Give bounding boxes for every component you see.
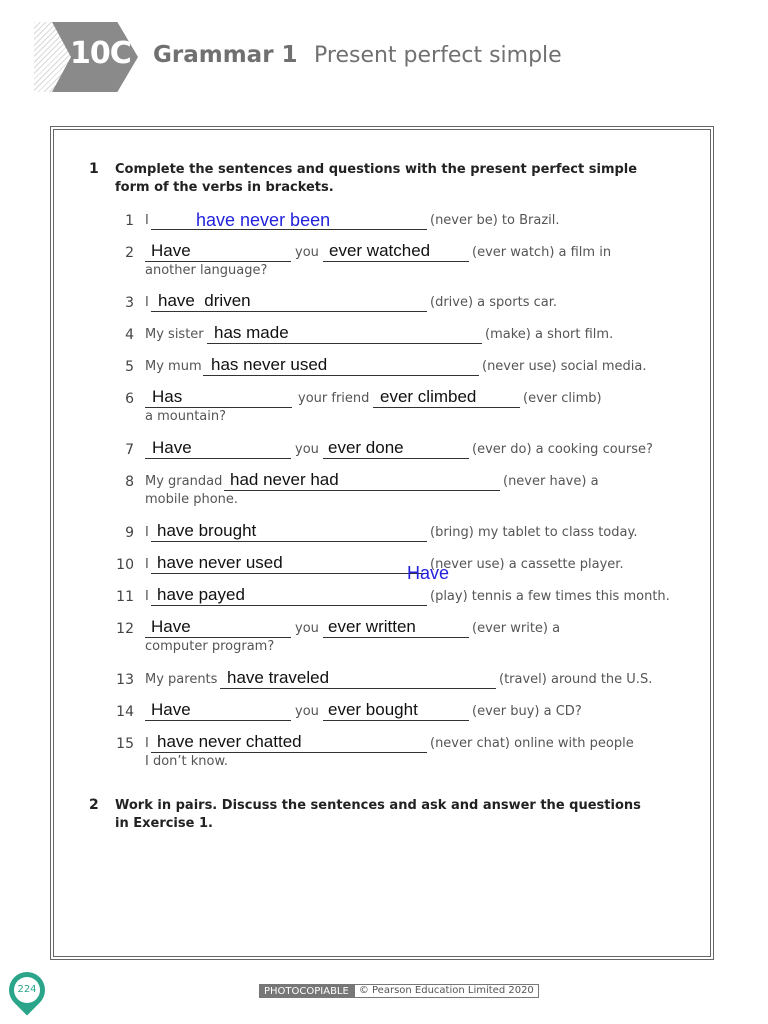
answer-text: ever watched — [329, 241, 431, 260]
answer-line[interactable] — [145, 458, 291, 459]
item-prefix: I — [145, 736, 149, 751]
answer-line[interactable] — [151, 573, 427, 574]
answer-line[interactable] — [145, 407, 292, 408]
answer-text: ever done — [328, 438, 404, 457]
item-suffix: (never chat) online with people — [430, 736, 634, 751]
answer-text: have never used — [157, 553, 283, 572]
answer-text: ever bought — [328, 700, 418, 719]
item-prefix: I — [145, 525, 149, 540]
item-prefix: My mum — [145, 359, 202, 374]
answer-text: has made — [214, 323, 289, 342]
page-header — [0, 0, 768, 100]
item-middle: you — [295, 704, 319, 719]
item-prefix: I — [145, 557, 149, 572]
answer-line[interactable] — [145, 261, 291, 262]
exercise-1-number: 1 — [89, 161, 99, 177]
grammar-subtitle: Present perfect simple — [314, 43, 562, 68]
photocopiable-label: PHOTOCOPIABLE — [259, 984, 354, 998]
item-middle: you — [295, 245, 319, 260]
answer-text: has never used — [211, 355, 328, 374]
answer-line[interactable] — [151, 311, 427, 312]
item-middle: you — [295, 621, 319, 636]
item-suffix: (drive) a sports car. — [430, 295, 557, 310]
item-number: 1 — [125, 213, 134, 229]
copyright-text: © Pearson Education Limited 2020 — [354, 984, 539, 998]
item-suffix: (never use) social media. — [482, 359, 647, 374]
answer-text: have payed — [157, 585, 245, 604]
item-suffix: (ever climb) — [523, 391, 602, 406]
item-number: 12 — [116, 621, 134, 637]
item-prefix: My sister — [145, 327, 204, 342]
answer-text: Have — [151, 700, 191, 719]
answer-text: Have — [151, 617, 191, 636]
item-suffix: (ever watch) a film in — [472, 245, 612, 260]
item-continuation: I don’t know. — [145, 754, 229, 769]
handwritten-overlay: Have — [407, 563, 450, 583]
item-continuation: a mountain? — [145, 409, 227, 424]
grammar-title: Grammar 1 — [153, 42, 298, 68]
item-suffix: (ever do) a cooking course? — [472, 442, 653, 457]
item-suffix: (never have) a — [503, 474, 599, 489]
item-number: 13 — [116, 672, 134, 688]
item-prefix: I — [145, 295, 149, 310]
item-suffix: (travel) around the U.S. — [499, 672, 653, 687]
answer-text: have driven — [158, 291, 251, 310]
item-suffix: (play) tennis a few times this month. — [430, 589, 670, 604]
answer-line[interactable] — [323, 637, 469, 638]
item-continuation: another language? — [145, 263, 268, 278]
item-number: 10 — [116, 557, 134, 573]
item-suffix: (never use) a cassette player. — [430, 557, 624, 572]
footer — [259, 984, 539, 998]
unit-number: 10C — [70, 36, 131, 71]
item-continuation: computer program? — [145, 639, 275, 654]
answer-line[interactable] — [203, 375, 479, 376]
exercise-2-number: 2 — [89, 797, 99, 813]
answer-text: have never been — [196, 210, 331, 230]
item-number: 8 — [125, 474, 134, 490]
item-number: 9 — [125, 525, 134, 541]
item-prefix: I — [145, 589, 149, 604]
item-suffix: (make) a short film. — [485, 327, 614, 342]
answer-line[interactable] — [145, 637, 291, 638]
answer-line[interactable] — [151, 752, 427, 753]
item-suffix: (never be) to Brazil. — [430, 213, 560, 228]
answer-line[interactable] — [151, 605, 427, 606]
item-number: 14 — [116, 704, 134, 720]
item-number: 2 — [125, 245, 134, 261]
answer-line[interactable] — [323, 720, 469, 721]
item-prefix: My parents — [145, 672, 218, 687]
answer-line[interactable] — [151, 541, 427, 542]
item-number: 4 — [125, 327, 134, 343]
item-continuation: mobile phone. — [145, 492, 239, 507]
answer-line[interactable] — [145, 720, 291, 721]
exercise-1-instruction: Complete the sentences and questions with the present perfect simple form of the verbs in brackets. — [115, 162, 638, 195]
answer-line[interactable] — [323, 458, 469, 459]
answer-line[interactable] — [323, 261, 469, 262]
item-suffix: (ever write) a — [472, 621, 561, 636]
item-prefix: My grandad — [145, 474, 223, 489]
exercise-2-instruction: Work in pairs. Discuss the sentences and ask and answer the questions in Exercise 1. — [115, 798, 641, 831]
item-number: 3 — [125, 295, 134, 311]
item-number: 6 — [125, 391, 134, 407]
answer-text: have brought — [157, 521, 257, 540]
item-number: 7 — [125, 442, 134, 458]
item-middle: your friend — [298, 391, 370, 406]
answer-text: Has — [152, 387, 183, 406]
item-middle: you — [295, 442, 319, 457]
item-number: 15 — [116, 736, 134, 752]
answer-text: ever climbed — [380, 387, 477, 406]
answer-text: had never had — [230, 470, 339, 489]
item-number: 11 — [116, 589, 134, 605]
answer-text: ever written — [328, 617, 416, 636]
answer-text: have traveled — [227, 668, 330, 687]
answer-line[interactable] — [373, 407, 520, 408]
page-number: 224 — [17, 984, 37, 995]
item-number: 5 — [125, 359, 134, 375]
answer-text: have never chatted — [157, 732, 302, 751]
answer-line[interactable] — [224, 490, 500, 491]
answer-text: Have — [152, 438, 192, 457]
answer-line[interactable] — [207, 343, 482, 344]
item-prefix: I — [145, 213, 149, 228]
item-suffix: (ever buy) a CD? — [472, 704, 582, 719]
item-suffix: (bring) my tablet to class today. — [430, 525, 638, 540]
answer-text: Have — [151, 241, 191, 260]
answer-line[interactable] — [220, 688, 496, 689]
